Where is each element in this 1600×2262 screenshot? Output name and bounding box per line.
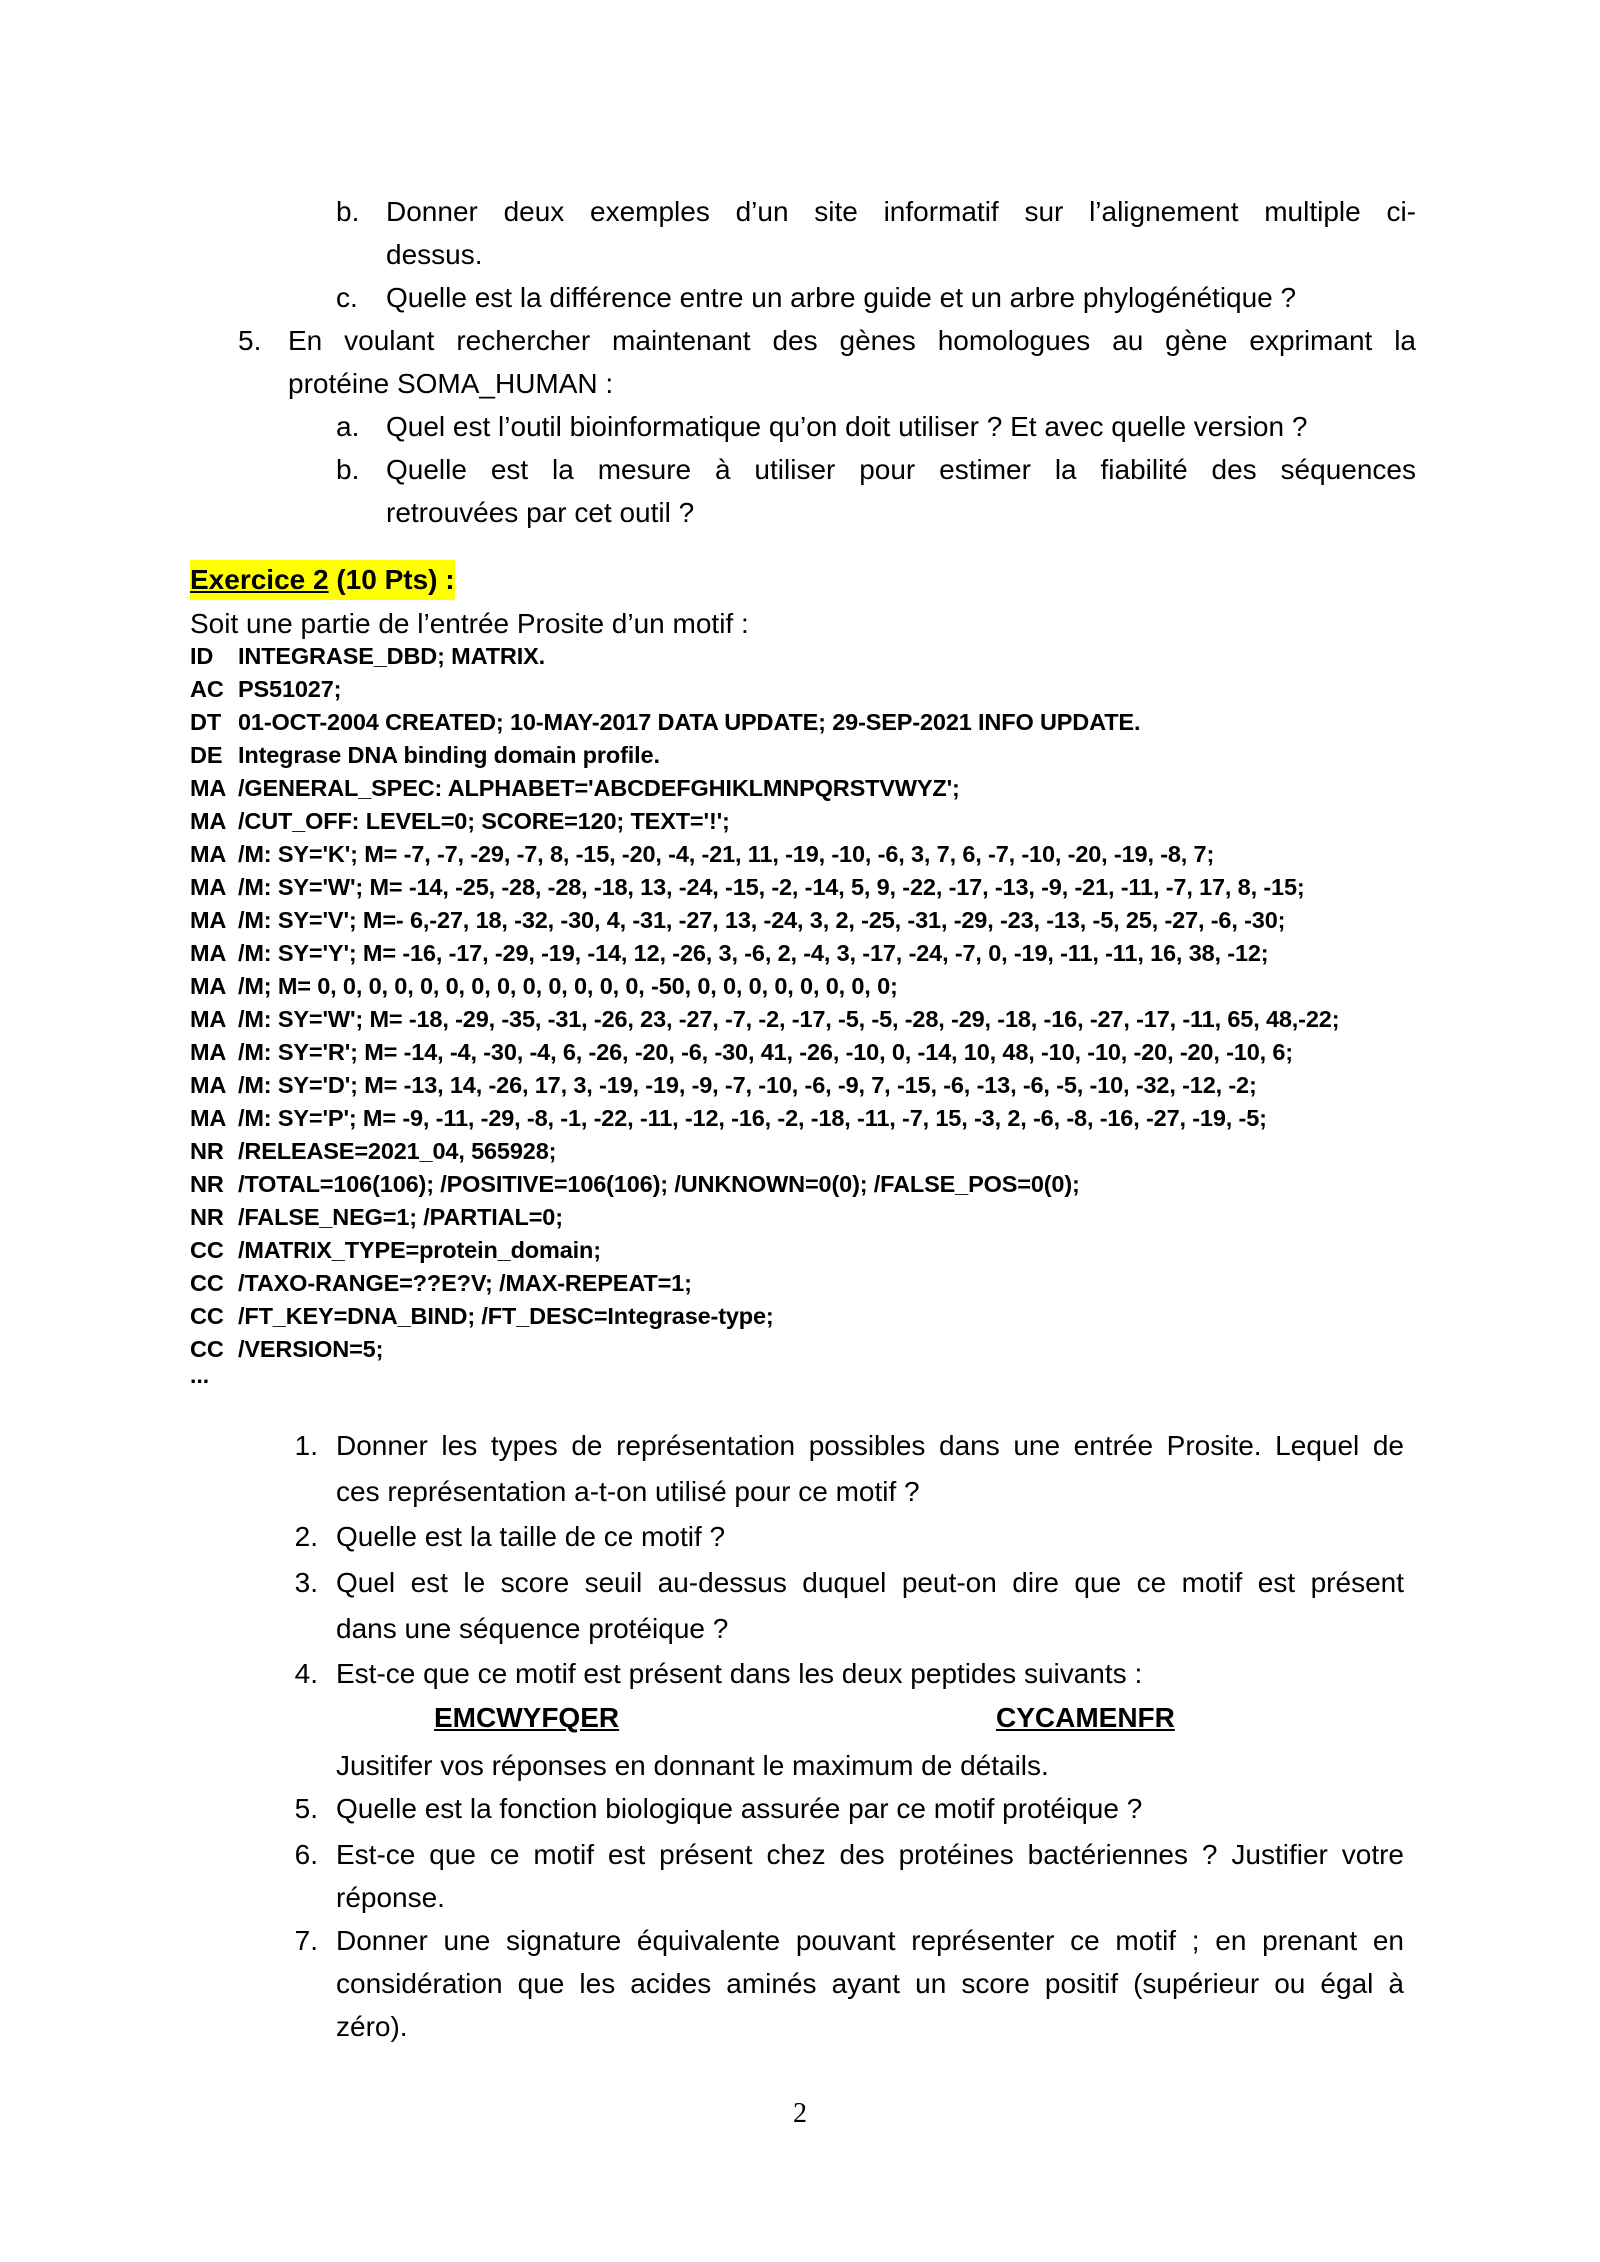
- question-marker: a.: [336, 411, 360, 442]
- question-text: Donner les types de représentation possibles dans une entrée Prosite. Lequel de: [336, 1430, 1404, 1461]
- question-5b: [336, 448, 1416, 538]
- question-marker: 1.: [294, 1430, 318, 1461]
- question-5a: [336, 405, 1416, 448]
- line-value: /VERSION=5;: [238, 1336, 384, 1362]
- line-value: /TOTAL=106(106); /POSITIVE=106(106); /UNKNOWN=0(0); /FALSE_POS=0(0);: [238, 1171, 1080, 1197]
- question-text: Jusitifer vos réponses en donnant le maximum de détails.: [336, 1750, 1049, 1781]
- line-code: MA: [190, 973, 227, 999]
- line-code: MA: [190, 775, 227, 801]
- line-value: /M: SY='K'; M= -7, -7, -29, -7, 8, -15, -20, -4, -21, 11, -19, -10, -6, 3, 7, 6, -7, -10, -20, -19, -8, 7;: [238, 841, 1215, 867]
- entry-ellipsis: ...: [190, 1362, 210, 1388]
- line-code: NR: [190, 1171, 224, 1197]
- line-value: /GENERAL_SPEC: ALPHABET='ABCDEFGHIKLMNPQRSTVWYZ';: [238, 775, 960, 801]
- line-code: MA: [190, 841, 227, 867]
- line-value: Integrase DNA binding domain profile.: [238, 742, 660, 768]
- line-value: /TAXO-RANGE=??E?V; /MAX-REPEAT=1;: [238, 1270, 692, 1296]
- question-text: Quel est le score seuil au-dessus duquel peut-on dire que ce motif est présent: [336, 1567, 1404, 1598]
- question-text: réponse.: [336, 1882, 445, 1913]
- question-text: Est-ce que ce motif est présent dans les deux peptides suivants :: [336, 1658, 1143, 1689]
- question-marker: b.: [336, 196, 360, 227]
- exercise-intro: Soit une partie de l’entrée Prosite d’un motif :: [190, 608, 749, 639]
- line-code: ID: [190, 643, 214, 669]
- question-text: Quelle est la fonction biologique assurée par ce motif protéique ?: [336, 1793, 1143, 1824]
- exercise-points: (10 Pts) :: [328, 564, 455, 595]
- line-code: CC: [190, 1237, 224, 1263]
- line-value: INTEGRASE_DBD; MATRIX.: [238, 643, 545, 669]
- line-code: DT: [190, 709, 222, 735]
- question-4c: [336, 276, 1416, 319]
- line-code: AC: [190, 676, 224, 702]
- question-marker: 2.: [294, 1521, 318, 1552]
- line-code: MA: [190, 1006, 227, 1032]
- line-value: /M: SY='W'; M= -18, -29, -35, -31, -26, 23, -27, -7, -2, -17, -5, -5, -28, -29, -18, -16, -27, -17, -11, 65, 48,-22;: [238, 1006, 1340, 1032]
- question-text: dessus.: [386, 239, 483, 270]
- exercise-title: [190, 560, 455, 600]
- question-text: Est-ce que ce motif est présent chez des protéines bactériennes ? Justifier votre: [336, 1839, 1404, 1870]
- line-code: MA: [190, 1072, 227, 1098]
- line-value: /M: SY='P'; M= -9, -11, -29, -8, -1, -22, -11, -12, -16, -2, -18, -11, -7, 15, -3, 2, -6, -8, -16, -27, -19, -5;: [238, 1105, 1267, 1131]
- question-text: Quelle est la différence entre un arbre guide et un arbre phylogénétique ?: [386, 282, 1297, 313]
- question-marker: 4.: [294, 1658, 318, 1689]
- question-marker: 6.: [294, 1839, 318, 1870]
- line-code: MA: [190, 874, 227, 900]
- line-code: MA: [190, 940, 227, 966]
- question-text: zéro).: [336, 2011, 408, 2042]
- question-marker: 7.: [294, 1925, 318, 1956]
- question-text: dans une séquence protéique ?: [336, 1613, 729, 1644]
- line-code: MA: [190, 1039, 227, 1065]
- line-code: NR: [190, 1138, 224, 1164]
- line-value: 01-OCT-2004 CREATED; 10-MAY-2017 DATA UPDATE; 29-SEP-2021 INFO UPDATE.: [238, 709, 1141, 735]
- peptide-2: CYCAMENFR: [996, 1702, 1175, 1733]
- line-code: CC: [190, 1336, 224, 1362]
- question-text: ces représentation a-t-on utilisé pour ce motif ?: [336, 1476, 920, 1507]
- question-marker: b.: [336, 454, 360, 485]
- line-value: /RELEASE=2021_04, 565928;: [238, 1138, 557, 1164]
- line-code: DE: [190, 742, 223, 768]
- line-code: CC: [190, 1303, 224, 1329]
- question-5: [238, 319, 1418, 409]
- line-value: /FT_KEY=DNA_BIND; /FT_DESC=Integrase-type;: [238, 1303, 774, 1329]
- line-value: /MATRIX_TYPE=protein_domain;: [238, 1237, 601, 1263]
- line-value: /FALSE_NEG=1; /PARTIAL=0;: [238, 1204, 563, 1230]
- line-value: /CUT_OFF: LEVEL=0; SCORE=120; TEXT='!';: [238, 808, 730, 834]
- line-value: /M: SY='D'; M= -13, 14, -26, 17, 3, -19, -19, -9, -7, -10, -6, -9, 7, -15, -6, -13, -6, -5, -10, -32, -12, -2;: [238, 1072, 1257, 1098]
- line-value: PS51027;: [238, 676, 342, 702]
- line-value: /M: SY='Y'; M= -16, -17, -29, -19, -14, 12, -26, 3, -6, 2, -4, 3, -17, -24, -7, 0, -19, -11, -11, 16, 38, -12;: [238, 940, 1269, 966]
- question-text: Quelle est la taille de ce motif ?: [336, 1521, 726, 1552]
- line-value: /M: SY='R'; M= -14, -4, -30, -4, 6, -26, -20, -6, -30, 41, -26, -10, 0, -14, 10, 48, -10, -10, -20, -20, -10, 6;: [238, 1039, 1293, 1065]
- question-marker: 5.: [294, 1793, 318, 1824]
- line-value: /M: SY='V'; M=- 6,-27, 18, -32, -30, 4, -31, -27, 13, -24, 3, 2, -25, -31, -29, -23, -13, -5, 25, -27, -6, -30;: [238, 907, 1286, 933]
- question-text: Quelle est la mesure à utiliser pour estimer la fiabilité des séquences: [386, 454, 1416, 485]
- exercise-title-text: Exercice 2: [190, 564, 329, 595]
- line-code: MA: [190, 808, 227, 834]
- peptide-1: EMCWYFQER: [434, 1702, 620, 1733]
- question-text: protéine SOMA_HUMAN :: [288, 368, 614, 399]
- question-4b: [336, 190, 1416, 280]
- question-marker: c.: [336, 282, 358, 313]
- question-text: En voulant rechercher maintenant des gènes homologues au gène exprimant la: [288, 325, 1416, 356]
- line-code: NR: [190, 1204, 224, 1230]
- question-text: Quel est l’outil bioinformatique qu’on doit utiliser ? Et avec quelle version ?: [386, 411, 1308, 442]
- line-value: /M; M= 0, 0, 0, 0, 0, 0, 0, 0, 0, 0, 0, 0, 0, -50, 0, 0, 0, 0, 0, 0, 0, 0;: [238, 973, 898, 999]
- line-value: /M: SY='W'; M= -14, -25, -28, -28, -18, 13, -24, -15, -2, -14, 5, 9, -22, -17, -13, -9, -21, -11, -7, 17, 8, -15;: [238, 874, 1305, 900]
- question-text: Donner deux exemples d’un site informatif sur l’alignement multiple ci-: [386, 196, 1416, 227]
- question-marker: 3.: [294, 1567, 318, 1598]
- page-number: 2: [793, 2098, 807, 2129]
- line-code: MA: [190, 907, 227, 933]
- question-marker: 5.: [238, 325, 262, 356]
- question-text: retrouvées par cet outil ?: [386, 497, 695, 528]
- line-code: MA: [190, 1105, 227, 1131]
- question-text: Donner une signature équivalente pouvant représenter ce motif ; en prenant en: [336, 1925, 1404, 1956]
- line-code: CC: [190, 1270, 224, 1296]
- question-text: considération que les acides aminés ayant un score positif (supérieur ou égal à: [336, 1968, 1404, 1999]
